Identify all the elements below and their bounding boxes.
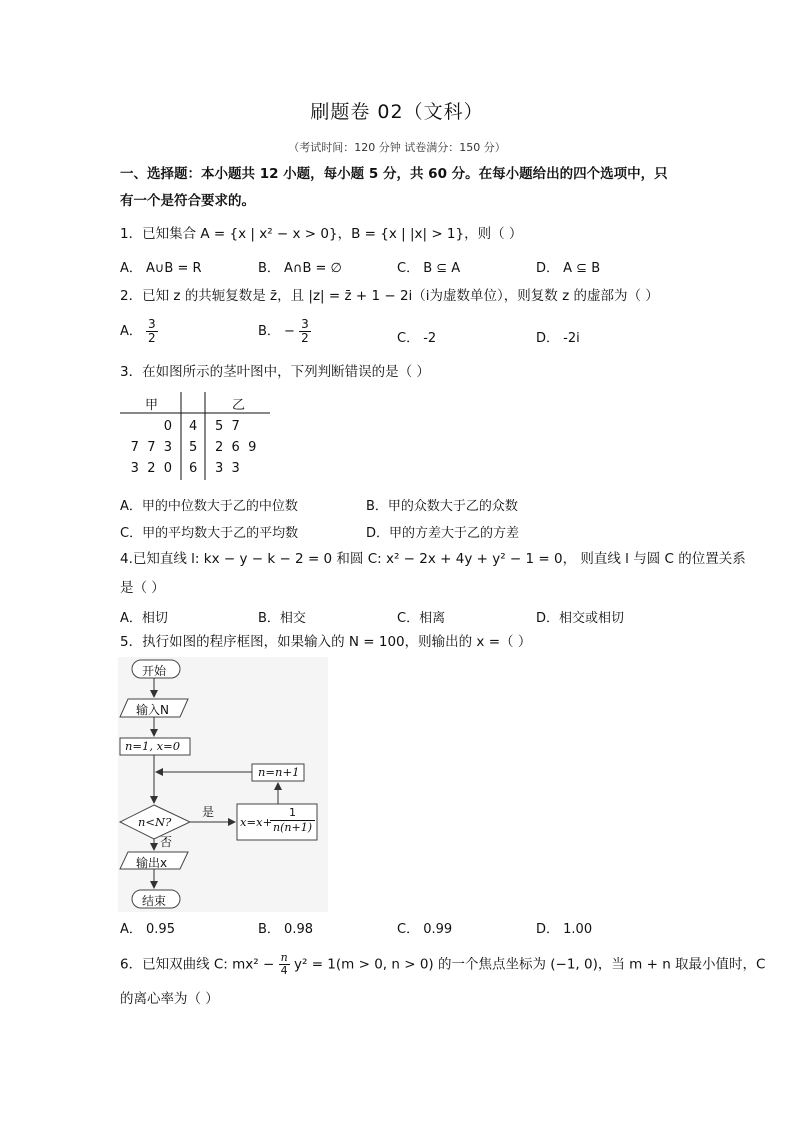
q2-option-a-fraction — [146, 318, 158, 345]
q5-stem: 5．执行如图的程序框图，如果输入的 N = 100，则输出的 x =（ ） — [120, 634, 532, 650]
q2-stem: 2．已知 z 的共轭复数是 z̄，且 |z| = z̄ + 1 − 2i（i为虚数单位），则复数 z 的虚部为（ ） — [120, 288, 659, 304]
section-heading-line2: 有一个是符合要求的。 — [120, 193, 255, 209]
q2-option-b-numerator: 3 — [301, 317, 309, 331]
q1-option-b: B． A∩B = ∅ — [258, 261, 342, 276]
stem-leaf-left-header: 甲 — [145, 398, 159, 413]
q2-option-a-label: A． — [120, 324, 142, 339]
q5-option-c: C． 0.99 — [397, 922, 453, 937]
q2-option-b-fraction — [299, 318, 311, 345]
stem-leaf-row2-right: 2 6 9 — [215, 440, 257, 455]
q1-stem: 1．已知集合 A = {x | x² − x > 0}，B = {x | |x| > 1}，则（ ） — [120, 226, 523, 242]
flow-yes-label: 是 — [202, 805, 215, 819]
flow-no-label: 否 — [160, 835, 173, 849]
q3-option-d: D．甲的方差大于乙的方差 — [366, 526, 520, 541]
q4-stem-line2: 是（ ） — [120, 580, 165, 596]
flow-condition: n<N? — [138, 815, 172, 829]
q1-option-d: D． A ⊆ B — [536, 261, 601, 276]
q6-fraction-numerator: n — [280, 951, 288, 964]
stem-leaf-row3-stem: 6 — [189, 461, 198, 476]
flow-process-denominator: n(n+1) — [273, 821, 312, 834]
q2-option-b-denominator: 2 — [301, 331, 309, 345]
flowchart — [118, 657, 328, 912]
q3-option-a: A．甲的中位数大于乙的中位数 — [120, 499, 298, 514]
flow-update-n: n=n+1 — [258, 765, 300, 779]
q2-option-b — [258, 318, 311, 345]
flow-input: 输入N — [136, 703, 169, 717]
exam-info: （考试时间：120 分钟 试卷满分：150 分） — [288, 141, 506, 154]
section-heading-line1: 一、选择题：本小题共 12 小题，每小题 5 分，共 60 分。在每小题给出的四个选项中，只 — [120, 166, 668, 182]
q4-stem-line1: 4.已知直线 l: kx − y − k − 2 = 0 和圆 C: x² − 2x + 4y + y² − 1 = 0， 则直线 l 与圆 C 的位置关系 — [120, 551, 746, 567]
stem-leaf-right-header: 乙 — [232, 398, 246, 413]
stem-leaf-row2-stem: 5 — [189, 440, 198, 455]
stem-leaf-row1-stem: 4 — [189, 419, 198, 434]
flow-init: n=1, x=0 — [125, 739, 181, 753]
q2-option-a — [120, 318, 158, 345]
q6-stem-part2: y² = 1(m > 0, n > 0) 的一个焦点坐标为 (−1, 0)，当 m + n 取最小值时，C — [294, 956, 766, 973]
q3-option-b: B．甲的众数大于乙的众数 — [366, 499, 518, 514]
q2-option-a-denominator: 2 — [148, 331, 156, 345]
q2-option-c: C． -2 — [397, 331, 437, 346]
q5-option-d: D． 1.00 — [536, 922, 593, 937]
q5-option-a: A． 0.95 — [120, 922, 175, 937]
q4-option-d: D．相交或相切 — [536, 611, 625, 626]
q2-option-a-numerator: 3 — [148, 317, 156, 331]
flow-start: 开始 — [142, 664, 167, 678]
stem-leaf-plot — [120, 392, 270, 482]
q5-option-b: B． 0.98 — [258, 922, 313, 937]
q2-option-b-label: B． − — [258, 324, 295, 339]
stem-leaf-row2-left: 7 7 3 — [130, 440, 172, 455]
flow-process-numerator: 1 — [270, 806, 315, 821]
flow-process-left: x=x+ — [240, 815, 273, 829]
q4-option-c: C．相离 — [397, 611, 446, 626]
q6-stem-line2: 的离心率为（ ） — [120, 991, 219, 1007]
stem-leaf-row1-right: 5 7 — [215, 419, 240, 434]
q4-option-b: B．相交 — [258, 611, 306, 626]
stem-leaf-row1-left: 0 — [163, 419, 172, 434]
stem-leaf-row3-left: 3 2 0 — [130, 461, 172, 476]
flow-process-fraction — [270, 806, 315, 835]
flowchart-shapes — [118, 657, 328, 912]
q1-option-c: C． B ⊆ A — [397, 261, 461, 276]
q3-option-c: C．甲的平均数大于乙的平均数 — [120, 526, 299, 541]
q6-fraction — [279, 952, 290, 977]
q6-stem-part1: 6．已知双曲线 C: mx² − — [120, 956, 275, 973]
q2-option-d: D． -2i — [536, 331, 580, 346]
q1-option-a: A． A∪B = R — [120, 261, 202, 276]
q6-fraction-denominator: 4 — [280, 964, 288, 977]
q4-option-a: A．相切 — [120, 611, 168, 626]
q6-stem-line1 — [120, 952, 765, 977]
q3-stem: 3．在如图所示的茎叶图中，下列判断错误的是（ ） — [120, 364, 430, 380]
page-title: 刷题卷 02（文科） — [310, 101, 484, 123]
stem-leaf-row3-right: 3 3 — [215, 461, 240, 476]
flow-end: 结束 — [142, 894, 167, 908]
flow-output: 输出x — [136, 856, 168, 870]
